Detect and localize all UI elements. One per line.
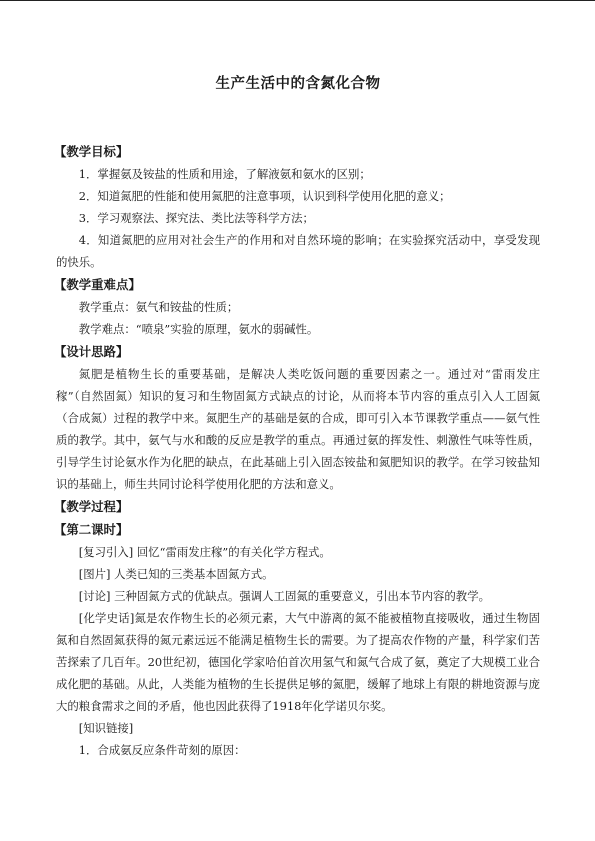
section-heading-design: 【设计思路】 [54,344,129,359]
key-point-focus: 教学重点：氨气和铵盐的性质； [78,300,239,314]
lesson-step-review: [复习引入] 回忆“雷雨发庄稼”的有关化学方程式。 [78,545,331,559]
lesson-step-history: [化学史话]氮是农作物生长的必须元素，大气中游离的氮不能被植物直接吸收，通过生物固氮和自然固氮获得的氮元素远远不能满足植物生长的需要。为了提高农作物的产量，科学家们苦苦探索了几百年。20世纪初，德国化学家哈伯首次用氢气和氮气合成了氨，奠定了大规模工业合成化肥的基础。从此，人类能为植物的生长提供足够的氮肥，缓解了地球上有限的耕地资源与庞大的粮食需求之间的矛盾，他也因此获得了1918年化学诺贝尔奖。 [56,611,540,713]
document-body [56,140,540,761]
lesson-step-discussion: [讨论] 三种固氮方式的优缺点。强调人工固氮的重要意义，引出本节内容的教学。 [78,589,490,603]
top-border-line [0,0,595,1]
document-title: 生产生活中的含氮化合物 [215,76,381,92]
section-heading-process: 【教学过程】 [54,499,129,514]
objective-item-1: 1．掌握氨及铵盐的性质和用途，了解液氨和氨水的区别； [78,167,371,181]
section-heading-objectives: 【教学目标】 [54,144,129,159]
lesson-step-knowledge-link: [知识链接] [78,721,134,735]
section-heading-key-points: 【教学重难点】 [54,277,141,292]
objective-item-4: 4．知道氮肥的应用对社会生产的作用和对自然环境的影响；在实验探究活动中，享受发现的快乐。 [56,233,540,269]
objective-item-2: 2．知道氮肥的性能和使用氮肥的注意事项，认识到科学使用化肥的意义； [78,189,451,203]
section-heading-second-lesson: 【第二课时】 [54,522,129,537]
objective-item-3: 3．学习观察法、探究法、类比法等科学方法； [78,211,314,225]
key-point-difficulty: 教学难点：“喷泉”实验的原理，氨水的弱碱性。 [78,322,319,336]
lesson-step-picture: [图片] 人类已知的三类基本固氮方式。 [78,567,274,581]
lesson-step-reason: 1．合成氨反应条件苛刻的原因： [78,743,246,757]
design-paragraph: 氮肥是植物生长的重要基础，是解决人类吃饭问题的重要因素之一。通过对“雷雨发庄稼”（自然固氮）知识的复习和生物固氮方式缺点的讨论，从而将本节内容的重点引入人工固氮（合成氮）过程的教学中来。氮肥生产的基础是氨的合成，即可引入本节课教学重点——氨气性质的教学。其中，氨气与水和酸的反应是教学的重点。再通过氨的挥发性、刺激性气味等性质，引导学生讨论氨水作为化肥的缺点，在此基础上引入固态铵盐和氮肥知识的教学。在学习铵盐知识的基础上，师生共同讨论科学使用化肥的方法和意义。 [56,367,540,491]
